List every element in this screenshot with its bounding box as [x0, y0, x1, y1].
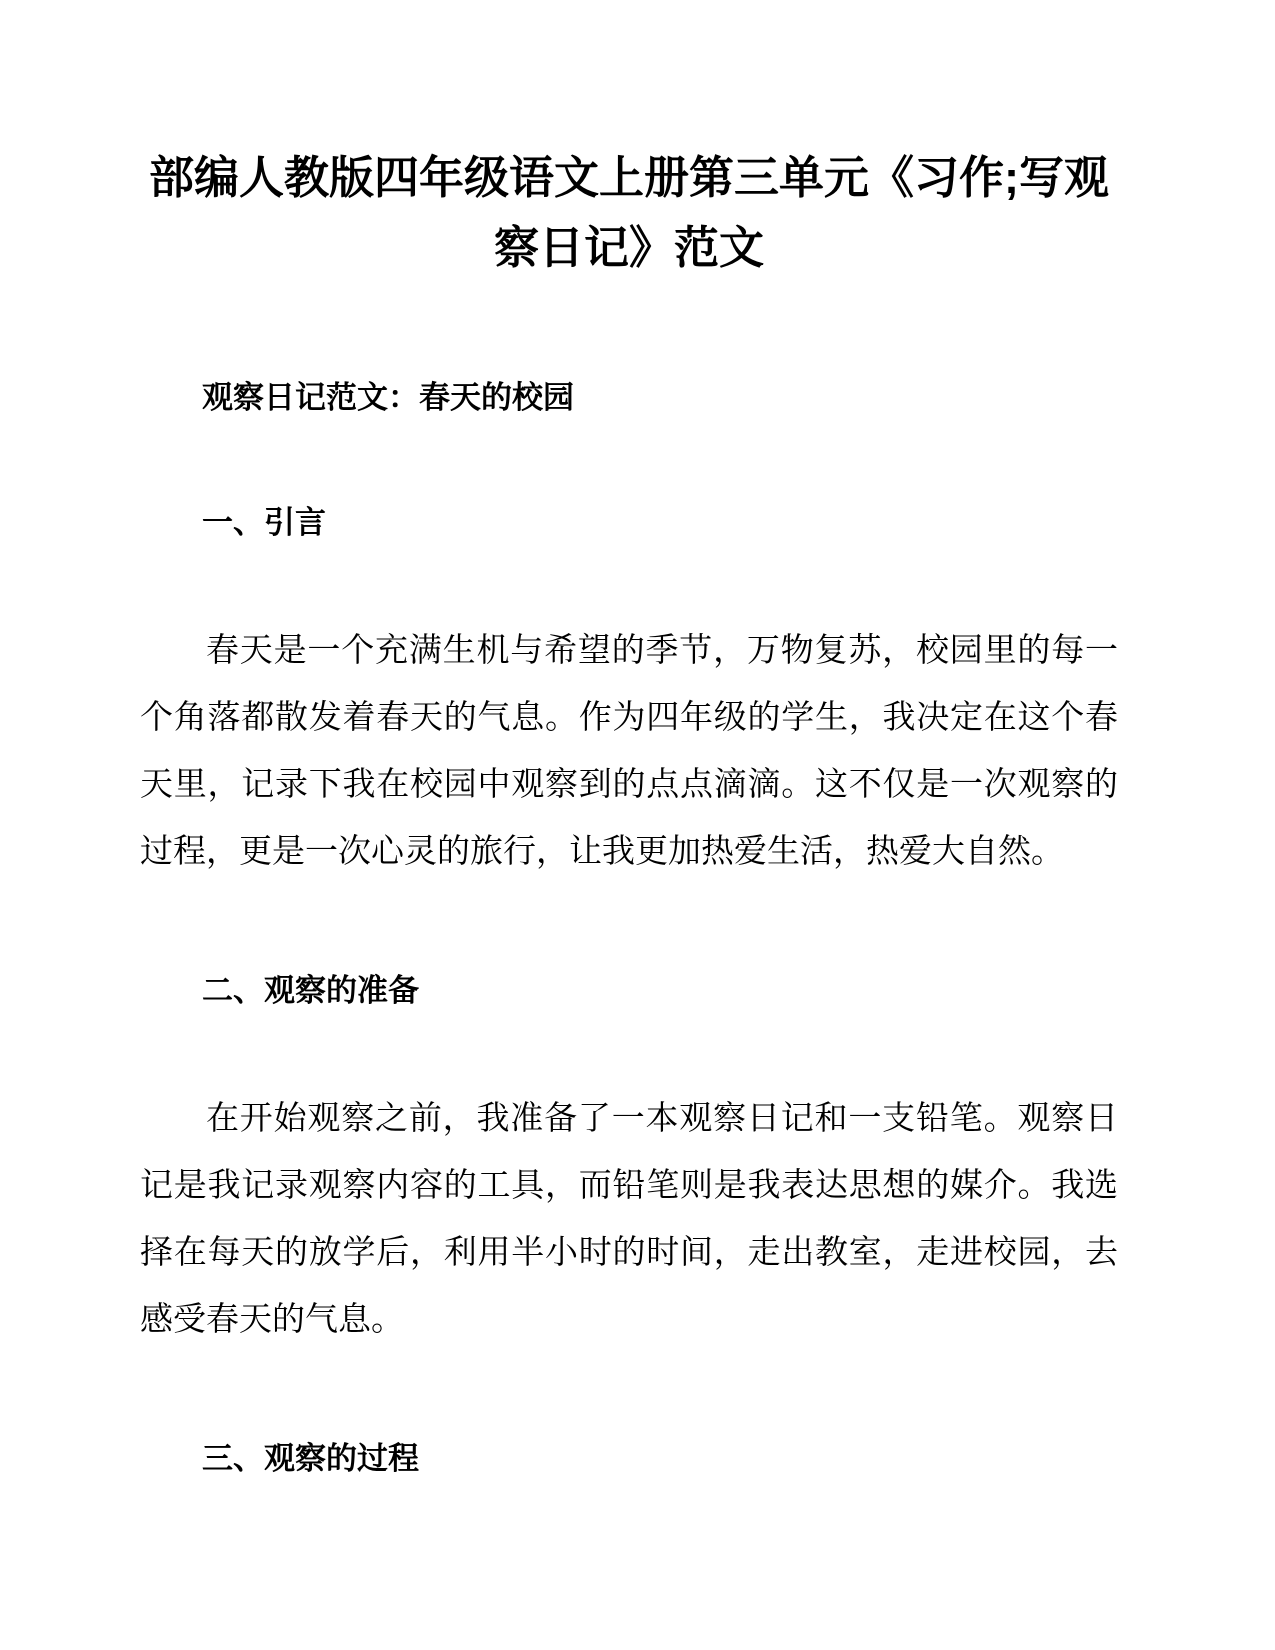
- section-heading-preparation: 二、观察的准备: [202, 973, 419, 1008]
- section-paragraph: 在开始观察之前，我准备了一本观察日记和一支铅笔。观察日记是我记录观察内容的工具，而铅笔则是我表达思想的媒介。我选择在每天的放学后，利用半小时的时间，走出教室，走进校园，去感受春天的气息。: [140, 1101, 1118, 1338]
- section-heading-introduction: 一、引言: [202, 505, 326, 540]
- document-title: 部编人教版四年级语文上册第三单元《习作;写观察日记》范文: [149, 152, 1109, 273]
- section-paragraph: 春天是一个充满生机与希望的季节，万物复苏，校园里的每一个角落都散发着春天的气息。作为四年级的学生，我决定在这个春天里，记录下我在校园中观察到的点点滴滴。这不仅是一次观察的过程，更是一次心灵的旅行，让我更加热爱生活，热爱大自然。: [140, 633, 1118, 870]
- document-subtitle: 观察日记范文：春天的校园: [202, 380, 574, 415]
- section-heading-process: 三、观察的过程: [202, 1441, 419, 1476]
